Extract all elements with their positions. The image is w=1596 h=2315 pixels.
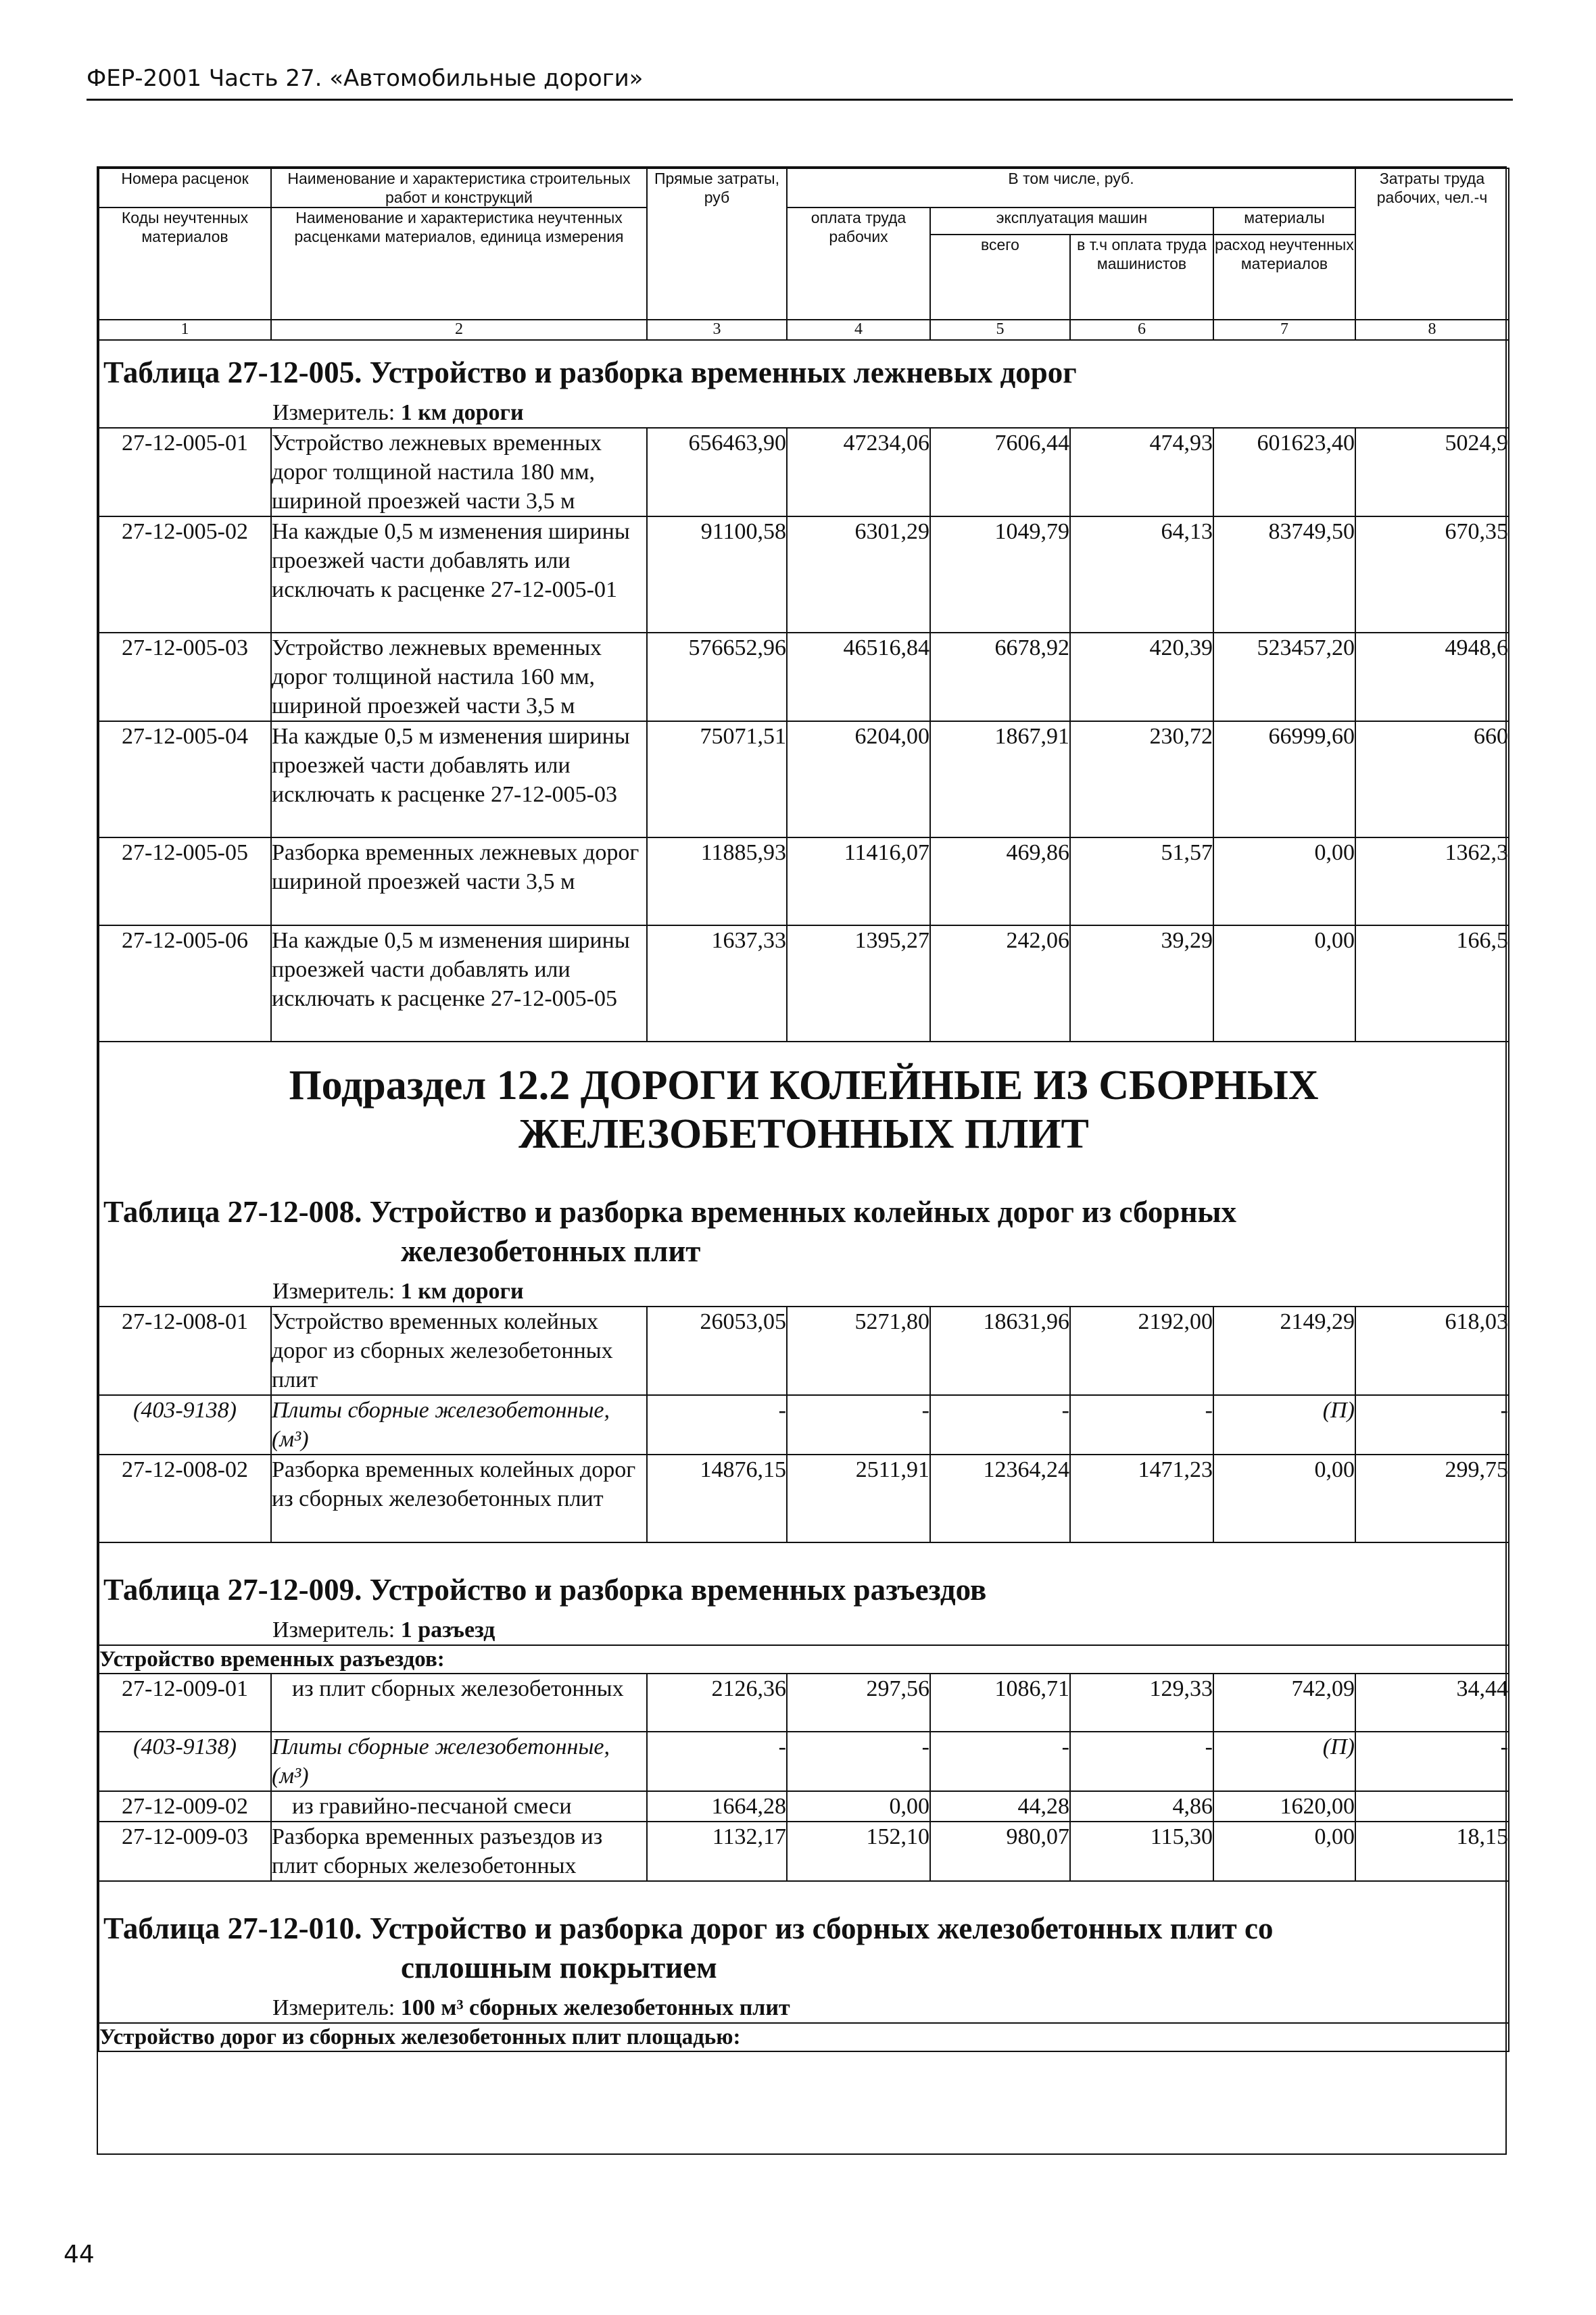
rate-name: Разборка временных колейных дорог из сборных железобетонных плит (271, 1455, 647, 1542)
machinist-wages-value: 4,86 (1070, 1791, 1213, 1822)
machines-value: 1086,71 (930, 1674, 1070, 1732)
page-header: ФЕР-2001 Часть 27. «Автомобильные дороги» (87, 65, 644, 92)
material-name: Плиты сборные железобетонные, (м³) (271, 1732, 647, 1791)
rates-document (97, 166, 1507, 2155)
measure-unit: Измеритель: 1 разъезд (272, 1617, 495, 1642)
labor-value: 34,44 (1355, 1674, 1509, 1732)
machinist-wages-value: 230,72 (1070, 721, 1213, 837)
machinist-wages-value: 51,57 (1070, 837, 1213, 925)
material-name: Плиты сборные железобетонные, (м³) (271, 1395, 647, 1455)
materials-value: 0,00 (1213, 1822, 1355, 1881)
materials-value: 0,00 (1213, 1455, 1355, 1542)
wages-value: 47234,06 (787, 428, 930, 516)
col-number: 2 (271, 320, 647, 340)
rate-code: 27-12-005-06 (99, 925, 271, 1042)
direct-cost: 1664,28 (647, 1791, 787, 1822)
wages-value: 6301,29 (787, 516, 930, 633)
machinist-wages-value: 64,13 (1070, 516, 1213, 633)
materials-value: 0,00 (1213, 837, 1355, 925)
materials-value: 66999,60 (1213, 721, 1355, 837)
header-rule (87, 99, 1513, 101)
machines-value: 7606,44 (930, 428, 1070, 516)
table-010-heading (99, 1881, 1509, 2023)
labor-value: 618,03 (1355, 1307, 1509, 1395)
labor-value: 166,5 (1355, 925, 1509, 1042)
machines-value: 1049,79 (930, 516, 1070, 633)
labor-value: 5024,9 (1355, 428, 1509, 516)
col-number: 4 (787, 320, 930, 340)
direct-cost: - (647, 1395, 787, 1455)
labor-value: 4948,6 (1355, 633, 1509, 721)
direct-cost: 75071,51 (647, 721, 787, 837)
rate-name: На каждые 0,5 м изменения ширины проезжей части добавлять или исключать к расценке 27-12-005-03 (271, 721, 647, 837)
labor-value (1355, 1791, 1509, 1822)
direct-cost: 2126,36 (647, 1674, 787, 1732)
machinist-wages-value: 39,29 (1070, 925, 1213, 1042)
rate-code: 27-12-005-01 (99, 428, 271, 516)
wages-value: 152,10 (787, 1822, 930, 1881)
rate-name: На каждые 0,5 м изменения ширины проезжей части добавлять или исключать к расценке 27-12-005-01 (271, 516, 647, 633)
header-work-name: Наименование и характеристика строительных работ и конструкций (271, 168, 647, 208)
direct-cost: 656463,90 (647, 428, 787, 516)
direct-cost: 11885,93 (647, 837, 787, 925)
labor-value: 1362,3 (1355, 837, 1509, 925)
header-rate-no: Номера расценок (99, 168, 271, 208)
direct-cost: 14876,15 (647, 1455, 787, 1542)
direct-cost: 26053,05 (647, 1307, 787, 1395)
machines-value: - (930, 1732, 1070, 1791)
wages-value: 297,56 (787, 1674, 930, 1732)
machines-value: - (930, 1395, 1070, 1455)
machinist-wages-value: - (1070, 1395, 1213, 1455)
direct-cost: 1132,17 (647, 1822, 787, 1881)
labor-value: 18,15 (1355, 1822, 1509, 1881)
header-material-cost: расход неучтенных материалов (1213, 235, 1355, 320)
header-machines-total: всего (930, 235, 1070, 320)
wages-value: - (787, 1395, 930, 1455)
header-materials: материалы (1213, 208, 1355, 235)
table-subheading: Устройство дорог из сборных железобетонных плит площадью: (99, 2023, 1509, 2051)
direct-cost: 1637,33 (647, 925, 787, 1042)
wages-value: 46516,84 (787, 633, 930, 721)
machinist-wages-value: 115,30 (1070, 1822, 1213, 1881)
materials-value: 2149,29 (1213, 1307, 1355, 1395)
col-number: 6 (1070, 320, 1213, 340)
rate-code: 27-12-005-05 (99, 837, 271, 925)
materials-value: 523457,20 (1213, 633, 1355, 721)
rates-table (98, 168, 1509, 2052)
material-code: (403-9138) (99, 1732, 271, 1791)
table-009-heading (99, 1542, 1509, 1645)
labor-value: 670,35 (1355, 516, 1509, 633)
materials-value: (П) (1213, 1732, 1355, 1791)
materials-value: 0,00 (1213, 925, 1355, 1042)
labor-value: 299,75 (1355, 1455, 1509, 1542)
machines-value: 469,86 (930, 837, 1070, 925)
rate-name: Разборка временных разъездов из плит сборных железобетонных (271, 1822, 647, 1881)
header-material-name: Наименование и характеристика неучтенных расценками материалов, единица измерения (271, 208, 647, 320)
col-number: 7 (1213, 320, 1355, 340)
wages-value: 1395,27 (787, 925, 930, 1042)
rate-name: Устройство временных колейных дорог из сборных железобетонных плит (271, 1307, 647, 1395)
machinist-wages-value: 420,39 (1070, 633, 1213, 721)
machines-value: 12364,24 (930, 1455, 1070, 1542)
header-direct-costs: Прямые затраты, руб (647, 168, 787, 320)
direct-cost: 91100,58 (647, 516, 787, 633)
machines-value: 18631,96 (930, 1307, 1070, 1395)
col-number: 8 (1355, 320, 1509, 340)
materials-value: 83749,50 (1213, 516, 1355, 633)
measure-unit: Измеритель: 1 км дороги (272, 1279, 524, 1304)
table-title: Таблица 27-12-009. Устройство и разборка временных разъездов (103, 1573, 987, 1607)
header-labor: Затраты труда рабочих, чел.-ч (1355, 168, 1509, 320)
header-wages: оплата труда рабочих (787, 208, 930, 320)
rate-name: из плит сборных железобетонных (271, 1674, 647, 1732)
rate-code: 27-12-005-03 (99, 633, 271, 721)
table-008-heading (99, 1042, 1509, 1307)
labor-value: - (1355, 1395, 1509, 1455)
wages-value: 5271,80 (787, 1307, 930, 1395)
subdivision-title: Подраздел 12.2 ДОРОГИ КОЛЕЙНЫЕ ИЗ СБОРНЫХ ЖЕЛЕЗОБЕТОННЫХ ПЛИТ (289, 1063, 1319, 1157)
material-code: (403-9138) (99, 1395, 271, 1455)
machines-value: 242,06 (930, 925, 1070, 1042)
wages-value: 11416,07 (787, 837, 930, 925)
machines-value: 1867,91 (930, 721, 1070, 837)
rate-code: 27-12-009-03 (99, 1822, 271, 1881)
col-number: 5 (930, 320, 1070, 340)
rate-name: из гравийно-песчаной смеси (271, 1791, 647, 1822)
table-title: Таблица 27-12-010. Устройство и разборка дорог из сборных железобетонных плит со сплошным покрытием (103, 1911, 1274, 1984)
direct-cost: - (647, 1732, 787, 1791)
rate-name: Устройство лежневых временных дорог толщиной настила 180 мм, шириной проезжей части 3,5 м (271, 428, 647, 516)
rate-name: Устройство лежневых временных дорог толщиной настила 160 мм, шириной проезжей части 3,5 м (271, 633, 647, 721)
header-machines: эксплуатация машин (930, 208, 1213, 235)
header-codes: Коды неучтенных материалов (99, 208, 271, 320)
wages-value: 6204,00 (787, 721, 930, 837)
measure-unit: Измеритель: 100 м³ сборных железобетонных плит (272, 1995, 790, 2020)
machines-value: 980,07 (930, 1822, 1070, 1881)
machines-value: 6678,92 (930, 633, 1070, 721)
rate-name: На каждые 0,5 м изменения ширины проезжей части добавлять или исключать к расценке 27-12-005-05 (271, 925, 647, 1042)
materials-value: 1620,00 (1213, 1791, 1355, 1822)
col-number: 3 (647, 320, 787, 340)
table-005-heading (99, 340, 1509, 428)
measure-unit: Измеритель: 1 км дороги (272, 400, 524, 425)
machinist-wages-value: 474,93 (1070, 428, 1213, 516)
rate-code: 27-12-008-02 (99, 1455, 271, 1542)
rate-code: 27-12-005-04 (99, 721, 271, 837)
header-machinist-wages: в т.ч оплата труда машинистов (1070, 235, 1213, 320)
wages-value: 2511,91 (787, 1455, 930, 1542)
col-number: 1 (99, 320, 271, 340)
machinist-wages-value: 1471,23 (1070, 1455, 1213, 1542)
machinist-wages-value: 2192,00 (1070, 1307, 1213, 1395)
rate-code: 27-12-008-01 (99, 1307, 271, 1395)
labor-value: 660 (1355, 721, 1509, 837)
materials-value: 742,09 (1213, 1674, 1355, 1732)
machinist-wages-value: 129,33 (1070, 1674, 1213, 1732)
header-including: В том числе, руб. (787, 168, 1355, 208)
table-subheading: Устройство временных разъездов: (99, 1645, 1509, 1674)
wages-value: 0,00 (787, 1791, 930, 1822)
machines-value: 44,28 (930, 1791, 1070, 1822)
rate-code: 27-12-009-02 (99, 1791, 271, 1822)
direct-cost: 576652,96 (647, 633, 787, 721)
wages-value: - (787, 1732, 930, 1791)
table-title: Таблица 27-12-005. Устройство и разборка временных лежневых дорог (103, 356, 1077, 389)
rate-name: Разборка временных лежневых дорог шириной проезжей части 3,5 м (271, 837, 647, 925)
labor-value: - (1355, 1732, 1509, 1791)
rate-code: 27-12-009-01 (99, 1674, 271, 1732)
rate-code: 27-12-005-02 (99, 516, 271, 633)
page-number: 44 (64, 2241, 95, 2268)
materials-value: (П) (1213, 1395, 1355, 1455)
materials-value: 601623,40 (1213, 428, 1355, 516)
table-title: Таблица 27-12-008. Устройство и разборка временных колейных дорог из сборных железобетонных плит (103, 1195, 1237, 1268)
machinist-wages-value: - (1070, 1732, 1213, 1791)
